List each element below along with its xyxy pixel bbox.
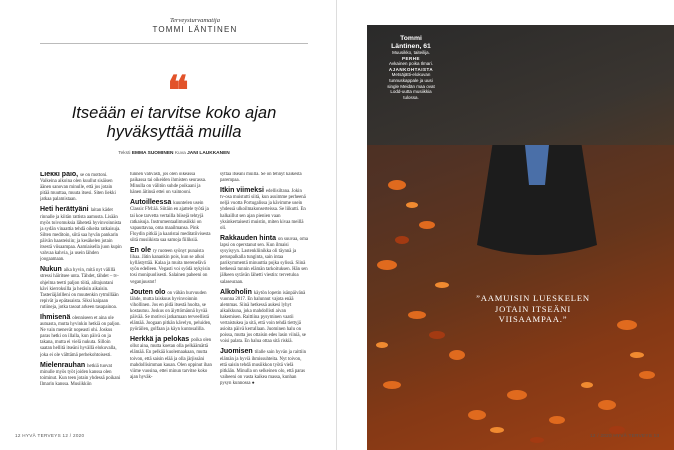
paragraph-text: tunnen vahvasti, jos olen oikeassa paikassa tai oikeiden ihmisten seurassa. Minulla on välitön suhde poikaani ja hänen äitinsä ettei on vaimooni. (130, 172, 207, 196)
paragraph-text: edellisiltana. Jokin tv-osa muistutti siitä, kun asuimme perheenä neljä vuotta Portugalissa ja kävimme usein yhdessä ulkoilmakonserteissa. Se liikutti. En halkaillut sen ajan pienien vaan yksinkertaisesti muistin, miten kivaa meillä oli. (220, 189, 306, 231)
credit-text-label: Teksti (118, 151, 131, 156)
body-paragraph (220, 172, 308, 184)
paragraph-lead: Ihmisenä (40, 313, 73, 321)
headline: Itseään ei tarvitse koko ajan hyväksyttää muilla (71, 104, 277, 141)
paragraph-lead: Liekki palo, (40, 172, 81, 178)
paragraph-lead: Itkin viimeksi (220, 187, 266, 195)
kicker-rule (40, 43, 308, 44)
paragraph-lead: Mielenrauhan (40, 361, 88, 369)
body-paragraph (130, 200, 212, 244)
page-footer-left: 12 HYVÄ TERVEYS 12 / 2020 (15, 433, 85, 438)
paragraph-text: aika hyvin, mitä nyt välillä stressi häiritsee unta. Tähdet, tähdet – tv-ohjelma teetti paljon töitä, alitajuntani kävi kierroksilla ja heräsin aikaisin. Tasteriäjärilleni on muutenkin rytmillään repivät ja epätasaista. Siksi kaipaan rutiineja, jotka tasoat arkeen tasapainoa. (40, 268, 119, 310)
body-paragraph (220, 188, 308, 232)
credit-photo-label: Kuva (174, 151, 186, 156)
paragraph-text: syttää itseäni muilla. Se on tehnyt kaikesta parempaa. (220, 172, 302, 184)
paragraph-lead: Nukun (40, 266, 64, 274)
paragraph-text: käytön lopetin isänpäivänä vuonna 2017. En halunnut vajota enää alemmas. Siinä hetkessä aukesi lyhyt aikaikkuna, joka mahdollisti aivan hakemisen. Raittiina pysyminen vaatii vertaistukea ja sitä, että voin tehdä tiettyjä asioita päivä kerrallaan. Juominen halu on poissa, mutta jos ottaisin edes lasin viiniä, se voisi palata. En halua ottaa sitä riskiä. (220, 290, 306, 345)
paragraph-text: on vähän hurvuuden lähde, mutta laiskuus hyvinvoinnin vihollinen. Jos en pidä itsestä huolta, se kostautuu. Joskus on äiyttömännä hyvää päivää. Se motivoi jatkamaan terveellistä elämää. Joogaan pitkän kävelyn, peluiden, pyöräilen, golfaan ja käyn kuntosalilla. (130, 290, 212, 333)
paragraph-lead: Autoilleessa (130, 199, 174, 207)
body-paragraph (130, 337, 212, 381)
body-paragraph (130, 290, 212, 334)
body-paragraph (40, 172, 122, 203)
body-paragraph (130, 248, 212, 286)
kicker: Terveysturvamatija (170, 17, 220, 24)
body-paragraph (220, 290, 308, 346)
caption-family: Avkainen poika Ilmari. (389, 61, 433, 67)
paragraph-lead: Heti herättyäni (40, 206, 91, 214)
paragraph-lead: Rakkauden hinta (220, 234, 278, 242)
paragraph-text: laitan kädet rinnalle ja kiitän rattista aamusta. Lisään myös toivomuksia lähetetä hyvinvoinnista ja sydän vinaattia tehdä oikeita ratkaisuja. Silten meditoin, siitä saa hyvän pankarin päivän haasteisiin; ja kesäkelen jotain itsestä viisaampaa. Aamiaisella juon kupin vahvaa kahvia, ja usein lähden joogaamaan. (40, 208, 122, 263)
credit-photo-author: JANI LAUKKANEN (187, 151, 230, 156)
paragraph-text: se on mottoni. Vaikeina aikoina olen kuullut sisäisen äänen sanovan minulle, että jos jotain pitää muuttaa, muuta itsesi. Siten liekki jatkaa palamistaan. (40, 173, 116, 203)
credits (40, 151, 308, 156)
caption-current-label: AJANKOHTAISTA (388, 66, 434, 72)
paragraph-text: olenniseen et aina ole autuasta, mutta hyvinkin hetkiä on paljon. Ne vain menevät nopeasti ohi. Joskus paras hetki on illalla, kun päivä on ja takana, mutta ei vielä nukuta. Silloin saatan hellitä itseäni hyvällä elokuvalla, joka ei ole välttämä perhekohtoisesti. (40, 315, 121, 358)
paragraph-text: hetkiä tuovat minulle myös työt joiden kanssa olen toiminut. Kun teen jotain yhdessä poikani Ilmarin kanssa. Musiikkiin (40, 363, 121, 387)
kicker-name: TOMMI LÄNTINEN (152, 25, 238, 34)
body-column-1 (40, 172, 122, 430)
body-paragraph (40, 363, 122, 388)
body-paragraph (220, 236, 308, 286)
paragraph-text: poika olen ollut aina, mutta koetan olla pelkäämättä elämää. En pelkää kuolemaakaan, mutta toivon, että saisin elää ja olla järjissäni mahdollisimman kauan. Olen oppinut ihan viime vuosina, ettei minun tarvitse koko ajan hyväk- (130, 338, 212, 380)
body-paragraph (40, 315, 122, 359)
body-paragraph (40, 207, 122, 263)
paragraph-text: kuuntelen usein Classic FM:ää. Siitäin en ajattele työtä ja tai koe tarvetta vertailla biisejä tehtyjä ratkaisuja. Instrumentaalimusiikki on vapauttavaa, oma maailmansa. Pink Floydin pitkiä ja kaaristai meditatiivisesta siitä musiikista saa samoja fiiliksiä. (130, 201, 211, 243)
paragraph-lead: Juomisen (220, 348, 255, 356)
paragraph-text: on suuvaa, oma lapsi on operstanut sen. Kun ilmaisi sysyisyyn. Lastenkliinikka oli täynnä ja peruspalkalla tunginta, sain intaa parikymmentä minuuttia pojka sylissä. Siinä hetkessä tunnin elämän tarkoituksen. Hän sen jälkeen sytävän lähetti viestin: tervetuloa salaseuraan. (220, 236, 308, 285)
credit-text-author: EMMA SUOMINEN (131, 151, 174, 156)
paragraph-lead: Jouten olo (130, 288, 168, 296)
paragraph-lead: Alkoholin (220, 288, 254, 296)
caption-name: Tommi Läntinen, 61 (391, 35, 431, 50)
body-paragraph (220, 349, 308, 387)
spine (336, 0, 337, 450)
paragraph-text: tilalle sain hyvän ja raittiin elämän ja hyviä ihmissuhteita. Nyt toivon, että saisin tehdä musiikkon työtä vielä pitkään. Minulla on selkeinen olo, että paras vaiheeni on vasta kaikea massa, kunhan pysyn kunnossa ● (220, 350, 307, 386)
caption-family-label: PERHE (401, 55, 420, 61)
paragraph-lead: En ole (130, 247, 153, 255)
pull-quote: ”AAMUISIN LUESKELEN JOTAIN ITSEÄNI VIISAAMPAA.” (476, 293, 590, 324)
caption-current: Metsäjätti-elokuvan tunnuskappale ja uusi single Meidän maa ovat Lodd-uutta musiikkia tulossa. (387, 72, 435, 100)
paragraph-text: ry ruoteen syönyt punaista lihaa. Jätin kanankin pois, kun se alkoi kyllästyttää. Kalaa ja muita merenelävä syön edelleen. Vegasti voi syödä nykyisin tosi monipuolisesti. Salainen paheeni on veganjuustot! (130, 249, 211, 285)
paragraph-lead: Herkkä ja pelokas (130, 336, 192, 344)
body-column-2 (130, 172, 212, 430)
quote-mark-icon: ❝ (167, 67, 189, 114)
body-paragraph (130, 172, 212, 196)
caption-role: Muusikko, taiteilija. (392, 50, 430, 55)
profile-caption (385, 35, 437, 100)
body-column-3 (220, 172, 308, 430)
body-paragraph (40, 267, 122, 311)
page-footer-right: 12 / 2020 HYVÄ TERVEYS 13 (590, 433, 660, 438)
